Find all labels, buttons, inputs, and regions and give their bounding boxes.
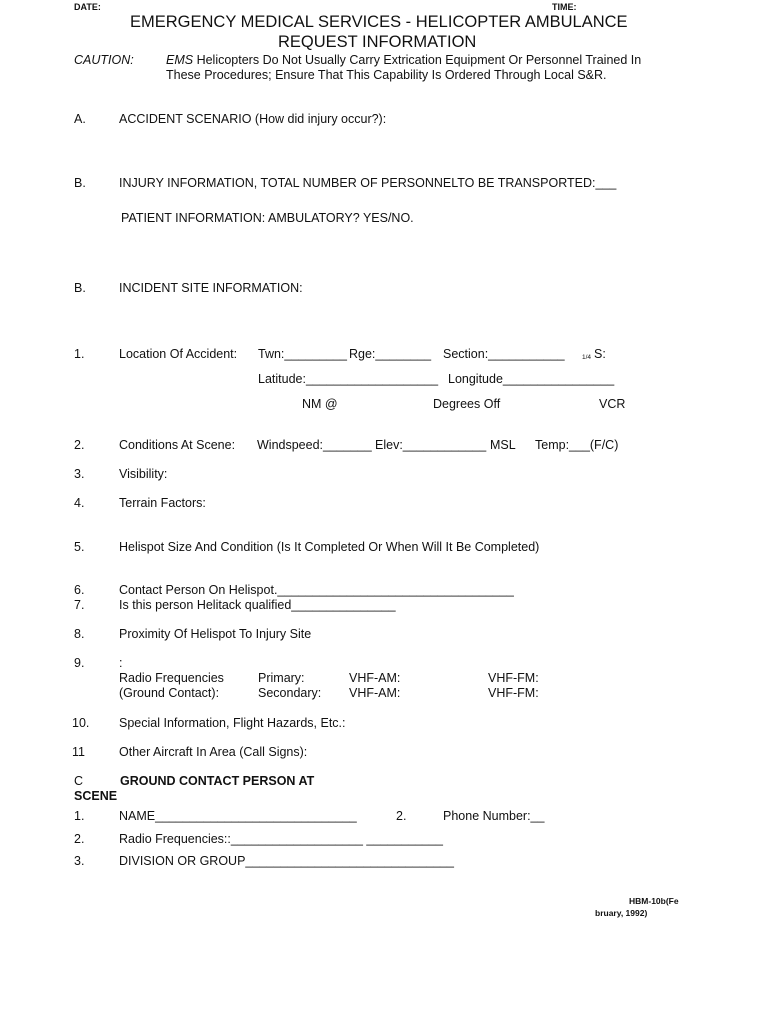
helispot-proximity-label: Proximity Of Helispot To Injury Site bbox=[119, 627, 312, 641]
patient-information-label: PATIENT INFORMATION: AMBULATORY? YES/NO. bbox=[121, 211, 414, 225]
location-label: Location Of Accident: bbox=[119, 347, 238, 361]
item-7-number: 7. bbox=[74, 598, 85, 612]
accident-scenario-label: ACCIDENT SCENARIO (How did injury occur?): bbox=[119, 112, 387, 126]
conditions-label: Conditions At Scene: bbox=[119, 438, 236, 452]
caution-line-1 bbox=[166, 53, 641, 68]
special-information-label: Special Information, Flight Hazards, Etc.: bbox=[119, 716, 346, 730]
form-number: HBM-10b(Fe bbox=[629, 896, 679, 906]
nm-label: NM @ bbox=[302, 397, 338, 411]
secondary-vhf-am-label: VHF-AM: bbox=[349, 686, 401, 700]
c-item-2b-number: 2. bbox=[74, 832, 85, 846]
caution-label: CAUTION: bbox=[74, 53, 134, 67]
longitude-field[interactable]: Longitude________________ bbox=[448, 372, 615, 386]
form-title: EMERGENCY MEDICAL SERVICES - HELICOPTER AMBULANCE bbox=[130, 13, 628, 31]
time-label: TIME: bbox=[552, 2, 577, 12]
caution-line-1-rest: Helicopters Do Not Usually Carry Extrication Equipment Or Personnel Trained In bbox=[193, 53, 642, 67]
item-2-number: 2. bbox=[74, 438, 85, 452]
visibility-label: Visibility: bbox=[119, 467, 168, 481]
temperature-field[interactable]: Temp:___(F/C) bbox=[535, 438, 619, 452]
caution-ems: EMS bbox=[166, 53, 194, 67]
phone-number-field[interactable]: Phone Number:__ bbox=[443, 809, 545, 823]
helispot-size-label: Helispot Size And Condition (Is It Completed Or When Will It Be Completed) bbox=[119, 540, 540, 554]
form-date: bruary, 1992) bbox=[595, 908, 648, 918]
date-label: DATE: bbox=[74, 2, 101, 12]
radio-frequencies-label: Radio Frequencies bbox=[119, 671, 224, 685]
c-item-3-number: 3. bbox=[74, 854, 85, 868]
section-a-letter: A. bbox=[74, 112, 86, 126]
ground-radio-frequencies-field[interactable]: Radio Frequencies::___________________ ___________ bbox=[119, 832, 443, 846]
ground-contact-heading-scene: SCENE bbox=[74, 789, 118, 803]
section-c-letter: C bbox=[74, 774, 84, 788]
terrain-label: Terrain Factors: bbox=[119, 496, 206, 510]
secondary-vhf-fm-label: VHF-FM: bbox=[488, 686, 539, 700]
item-8-number: 8. bbox=[74, 627, 85, 641]
other-aircraft-label: Other Aircraft In Area (Call Signs): bbox=[119, 745, 308, 759]
quarter-label: 1/4 bbox=[582, 354, 592, 361]
vcr-label: VCR bbox=[599, 397, 626, 411]
item-1-number: 1. bbox=[74, 347, 85, 361]
item-3-number: 3. bbox=[74, 467, 85, 481]
helitack-qualified-field[interactable]: Is this person Helitack qualified_______________ bbox=[119, 598, 396, 612]
primary-label: Primary: bbox=[258, 671, 305, 685]
section-field[interactable]: Section:___________ bbox=[443, 347, 565, 361]
injury-information-label: INJURY INFORMATION, TOTAL NUMBER OF PERSONNELTO BE TRANSPORTED:___ bbox=[119, 176, 617, 190]
c-item-1-number: 1. bbox=[74, 809, 85, 823]
latitude-field[interactable]: Latitude:___________________ bbox=[258, 372, 439, 386]
ground-contact-heading: GROUND CONTACT PERSON AT bbox=[120, 774, 315, 788]
elevation-field[interactable]: Elev:____________ bbox=[375, 438, 487, 452]
caution-line-2: These Procedures; Ensure That This Capability Is Ordered Through Local S&R. bbox=[166, 68, 607, 82]
item-9-colon: : bbox=[119, 656, 123, 670]
division-group-field[interactable]: DIVISION OR GROUP______________________________ bbox=[119, 854, 454, 868]
primary-vhf-fm-label: VHF-FM: bbox=[488, 671, 539, 685]
degrees-off-label: Degrees Off bbox=[433, 397, 501, 411]
item-9-number: 9. bbox=[74, 656, 85, 670]
township-field[interactable]: Twn:_________ bbox=[258, 347, 347, 361]
item-4-number: 4. bbox=[74, 496, 85, 510]
item-5-number: 5. bbox=[74, 540, 85, 554]
section-b2-letter: B. bbox=[74, 281, 86, 295]
section-b-letter: B. bbox=[74, 176, 86, 190]
range-field[interactable]: Rge:________ bbox=[349, 347, 432, 361]
item-6-number: 6. bbox=[74, 583, 85, 597]
windspeed-field[interactable]: Windspeed:_______ bbox=[257, 438, 372, 452]
item-10-number: 10. bbox=[72, 716, 90, 730]
ground-contact-label: (Ground Contact): bbox=[119, 686, 220, 700]
msl-label: MSL bbox=[490, 438, 516, 452]
item-11-number: 11 bbox=[72, 745, 85, 759]
c-item-2-number: 2. bbox=[396, 809, 407, 823]
form-subtitle: REQUEST INFORMATION bbox=[278, 33, 477, 51]
contact-person-field[interactable]: Contact Person On Helispot.__________________________________ bbox=[119, 583, 514, 597]
s-label: S: bbox=[594, 347, 606, 361]
ground-contact-name-field[interactable]: NAME_____________________________ bbox=[119, 809, 357, 823]
primary-vhf-am-label: VHF-AM: bbox=[349, 671, 401, 685]
incident-site-label: INCIDENT SITE INFORMATION: bbox=[119, 281, 303, 295]
secondary-label: Secondary: bbox=[258, 686, 322, 700]
